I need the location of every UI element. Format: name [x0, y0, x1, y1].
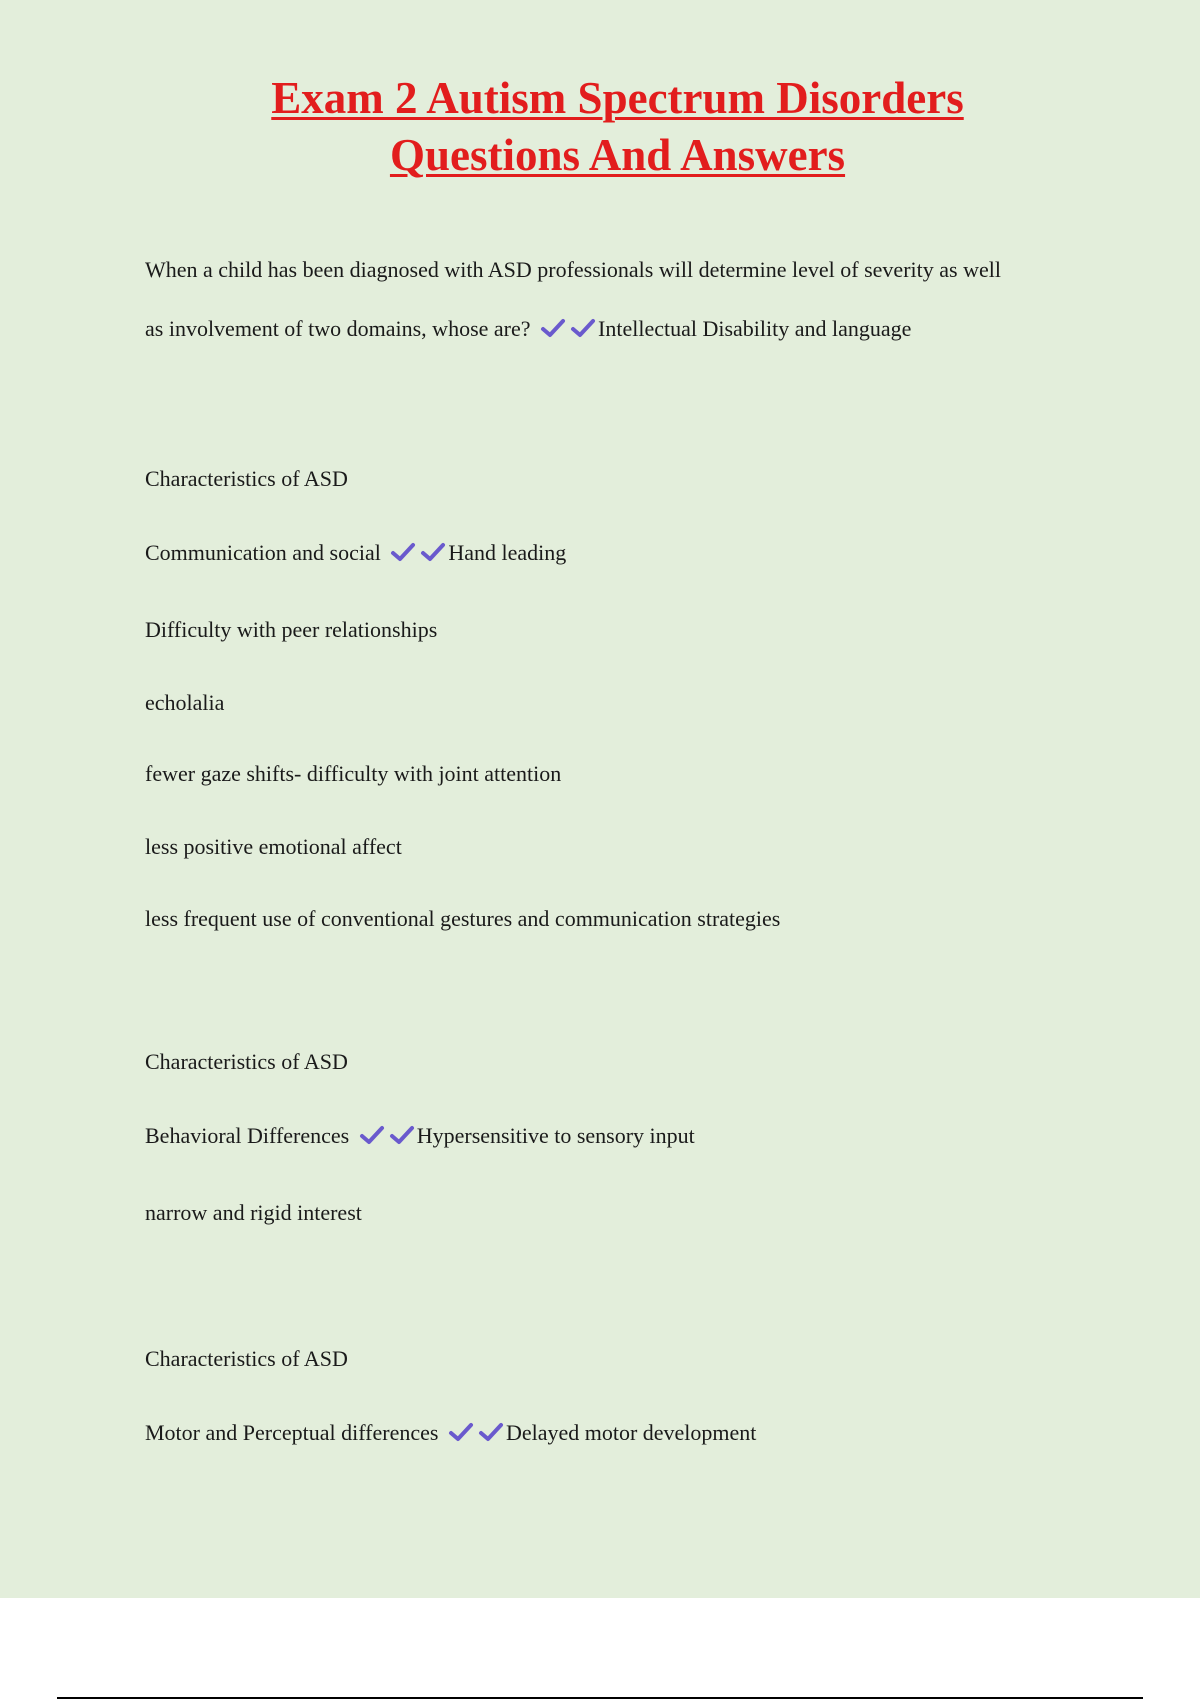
q1-question-line-2	[145, 316, 911, 342]
q1-question-text: as involvement of two domains, whose are?	[145, 316, 531, 341]
page-divider	[57, 1697, 1143, 1699]
section3-heading: Characteristics of ASD	[145, 1346, 348, 1371]
answer-marker	[444, 1420, 504, 1446]
section1-item: less positive emotional affect	[145, 834, 402, 859]
section1-item: less frequent use of conventional gestures and communication strategies	[145, 906, 781, 931]
section3-qa	[145, 1420, 756, 1446]
section1-heading: Characteristics of ASD	[145, 466, 348, 491]
section3-question: Motor and Perceptual differences	[145, 1420, 439, 1445]
checkmark-icon	[359, 1124, 385, 1146]
section3-answer: Delayed motor development	[505, 1420, 757, 1445]
section1-item: Difficulty with peer relationships	[145, 617, 438, 642]
answer-marker	[355, 1123, 415, 1149]
checkmark-icon	[448, 1421, 474, 1443]
checkmark-icon	[420, 541, 446, 563]
section1-item: fewer gaze shifts- difficulty with joint attention	[145, 761, 562, 786]
section1-qa	[145, 540, 566, 566]
checkmark-icon	[389, 1124, 415, 1146]
title-line-2: Questions And Answers	[389, 130, 846, 180]
section2-answer: Hypersensitive to sensory input	[416, 1123, 695, 1148]
checkmark-icon	[478, 1421, 504, 1443]
title-line-1: Exam 2 Autism Spectrum Disorders	[271, 73, 964, 123]
section1-question: Communication and social	[145, 540, 381, 565]
document-title	[0, 70, 1200, 184]
answer-marker	[536, 316, 596, 342]
checkmark-icon	[390, 541, 416, 563]
answer-marker	[386, 540, 446, 566]
section2-question: Behavioral Differences	[145, 1123, 350, 1148]
section2-qa	[145, 1123, 695, 1149]
section1-answer: Hand leading	[448, 540, 567, 565]
checkmark-icon	[570, 317, 596, 339]
q1-question-line-1: When a child has been diagnosed with ASD professionals will determine level of severity as well	[145, 257, 1001, 282]
q1-answer: Intellectual Disability and language	[598, 316, 912, 341]
section2-heading: Characteristics of ASD	[145, 1049, 348, 1074]
section1-item: echolalia	[145, 690, 225, 715]
checkmark-icon	[540, 317, 566, 339]
section2-item: narrow and rigid interest	[145, 1200, 362, 1225]
